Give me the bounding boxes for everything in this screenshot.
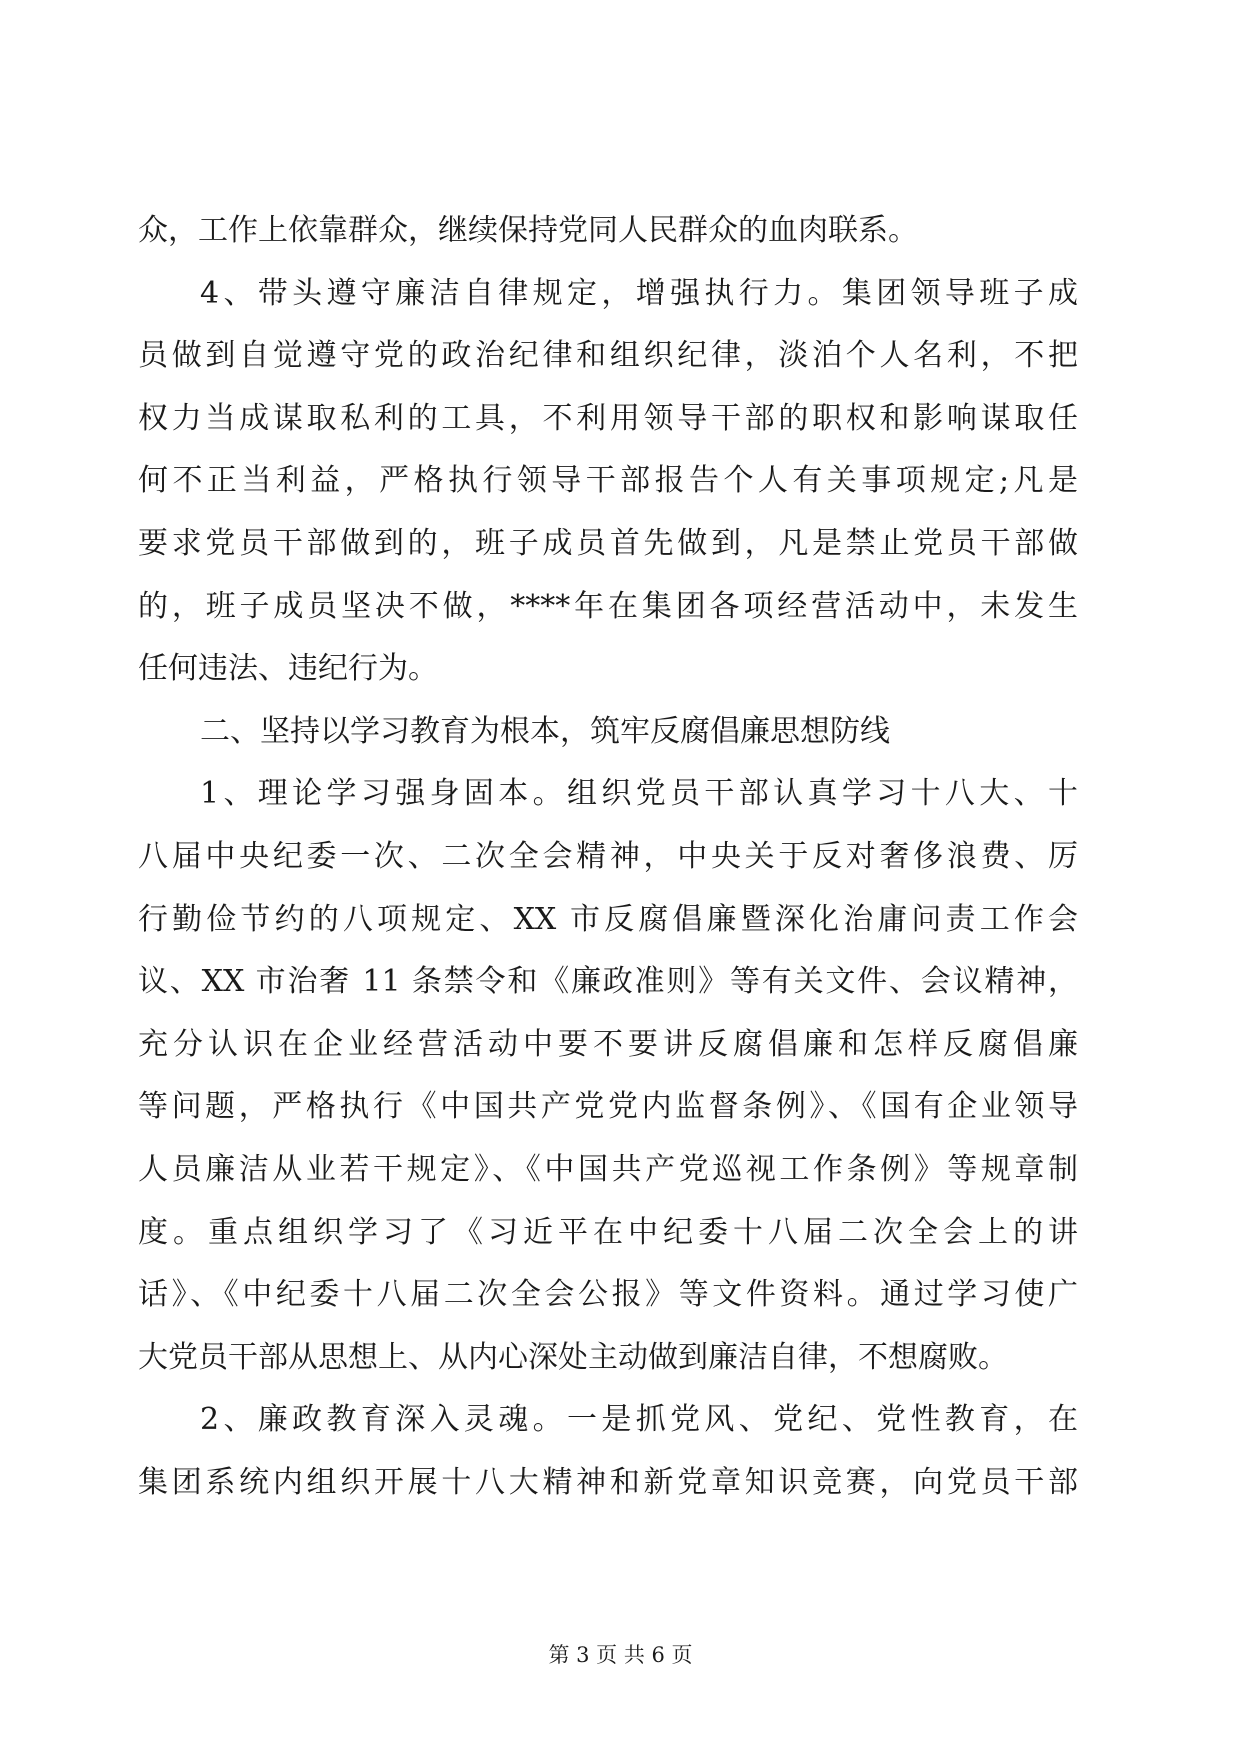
paragraph-line: 度。重点组织学习了《习近平在中纪委十八届二次全会上的讲	[138, 1214, 1078, 1250]
paragraph-line: 人员廉洁从业若干规定》、《中国共产党巡视工作条例》等规章制	[138, 1151, 1078, 1187]
paragraph-line: 众，工作上依靠群众，继续保持党同人民群众的血肉联系。	[138, 213, 918, 248]
paragraph-line: 员做到自觉遵守党的政治纪律和组织纪律，淡泊个人名利，不把	[138, 338, 1078, 374]
paragraph-line: 话》、《中纪委十八届二次全会公报》等文件资料。通过学习使广	[138, 1277, 1078, 1313]
paragraph-line: 2、廉政教育深入灵魂。一是抓党风、党纪、党性教育，在	[200, 1402, 1078, 1438]
paragraph-line: 何不正当利益，严格执行领导干部报告个人有关事项规定;凡是	[138, 463, 1078, 499]
paragraph-line: 大党员干部从思想上、从内心深处主动做到廉洁自律，不想腐败。	[138, 1339, 1008, 1375]
paragraph-line: 任何违法、违纪行为。	[138, 651, 438, 687]
paragraph-line: 1、理论学习强身固本。组织党员干部认真学习十八大、十	[200, 776, 1078, 812]
paragraph-line: 权力当成谋取私利的工具，不利用领导干部的职权和影响谋取任	[138, 400, 1078, 436]
paragraph-line: 八届中央纪委一次、二次全会精神，中央关于反对奢侈浪费、厉	[138, 838, 1078, 874]
paragraph-line: 集团系统内组织开展十八大精神和新党章知识竞赛，向党员干部	[138, 1464, 1078, 1500]
paragraph-line: 要求党员干部做到的，班子成员首先做到，凡是禁止党员干部做	[138, 525, 1078, 561]
document-body	[138, 200, 1078, 1514]
paragraph-line: 等问题，严格执行《中国共产党党内监督条例》、《国有企业领导	[138, 1089, 1078, 1125]
paragraph-line: 议、XX 市治奢 11 条禁令和《廉政准则》等有关文件、会议精神，	[138, 964, 1078, 1000]
paragraph-line: 4、带头遵守廉洁自律规定，增强执行力。集团领导班子成	[200, 275, 1078, 311]
paragraph-line: 充分认识在企业经营活动中要不要讲反腐倡廉和怎样反腐倡廉	[138, 1026, 1078, 1062]
page-number-footer: 第 3 页 共 6 页	[548, 1643, 693, 1667]
section-heading: 二、坚持以学习教育为根本，筑牢反腐倡廉思想防线	[200, 713, 890, 749]
paragraph-line: 的，班子成员坚决不做，****年在集团各项经营活动中，未发生	[138, 588, 1078, 624]
paragraph-line: 行勤俭节约的八项规定、XX 市反腐倡廉暨深化治庸问责工作会	[138, 901, 1078, 937]
